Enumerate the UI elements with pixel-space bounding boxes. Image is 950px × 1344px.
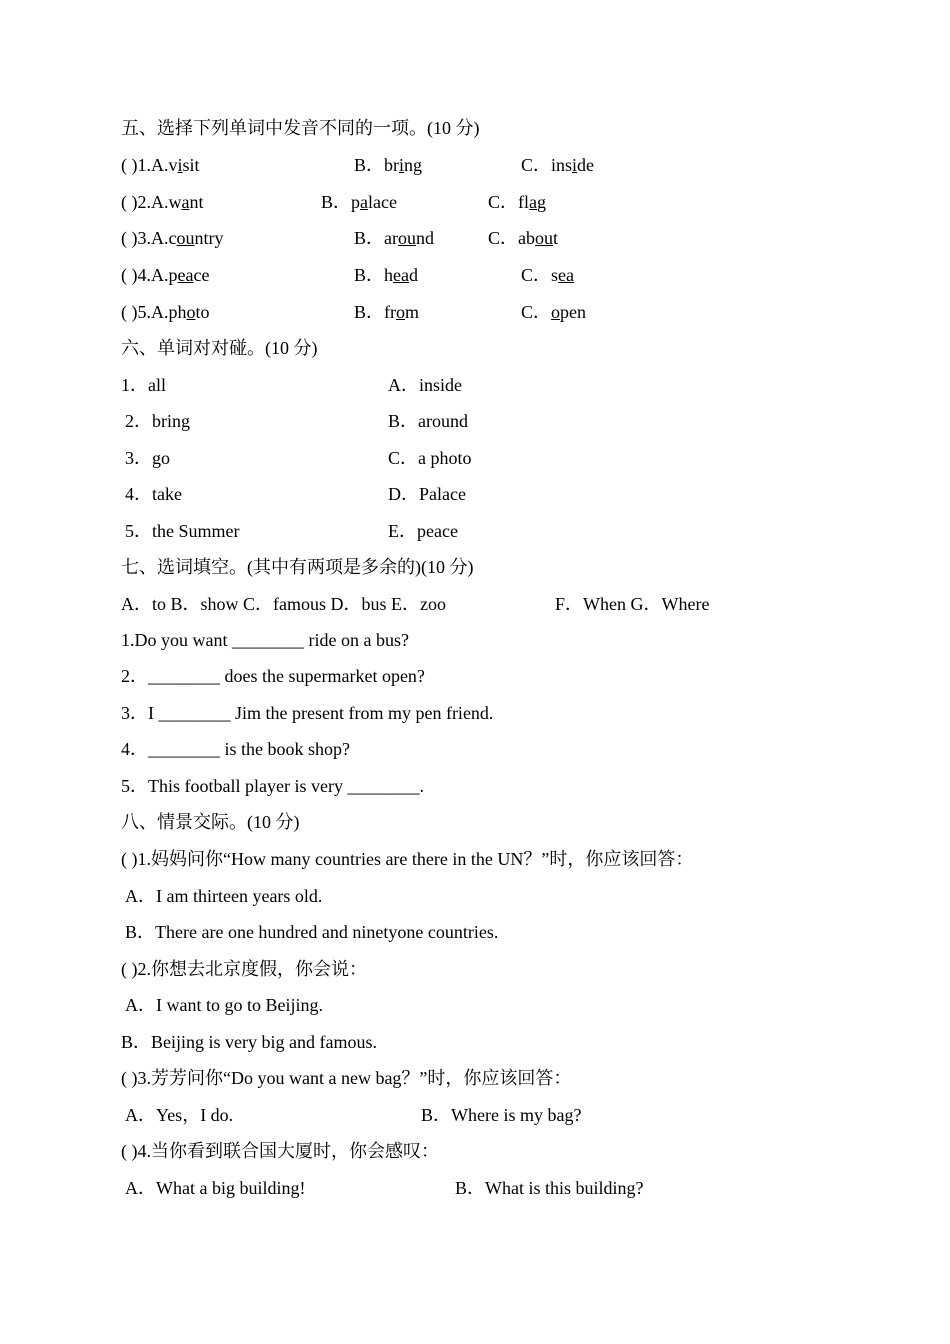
s6-right-2: B．around	[388, 411, 468, 431]
s5-item-1-a: ( )1.A.visit	[121, 155, 200, 175]
s7-item-5: 5．This football player is very ________.	[121, 776, 424, 796]
s8-question-1: ( )1.妈妈问你“How many countries are there in the UN？”时，你应该回答：	[121, 849, 694, 869]
s6-left-1: 1．all	[121, 375, 166, 395]
section-8-title: 八、情景交际。(10 分)	[121, 812, 300, 832]
s5-item-3-a: ( )3.A.country	[121, 228, 224, 248]
s7-options-right: F．When G．Where	[555, 594, 710, 614]
section-5-title: 五、选择下列单词中发音不同的一项。(10 分)	[121, 118, 480, 138]
s6-right-1: A．inside	[388, 375, 462, 395]
s8-q3-option-b: B．Where is my bag?	[421, 1105, 582, 1125]
s6-left-2: 2．bring	[125, 411, 190, 431]
s7-item-2: 2．________ does the supermarket open?	[121, 666, 425, 686]
s7-options-left: A．to B．show C．famous D．bus E．zoo	[121, 594, 446, 614]
s5-item-4-c: C．sea	[521, 265, 575, 285]
s8-q1-option-b: B．There are one hundred and ninetyone countries.	[125, 922, 499, 942]
s8-q1-option-a: A．I am thirteen years old.	[125, 886, 323, 906]
s7-item-4: 4．________ is the book shop?	[121, 739, 350, 759]
s6-right-3: C．a photo	[388, 448, 472, 468]
s8-q3-option-a: A．Yes，I do.	[125, 1105, 234, 1125]
s6-right-4: D．Palace	[388, 484, 466, 504]
s5-item-1-b: B．bring	[354, 155, 423, 175]
s5-item-5-a: ( )5.A.photo	[121, 302, 210, 322]
s5-item-1-c: C．inside	[521, 155, 595, 175]
s5-item-4-b: B．head	[354, 265, 418, 285]
s8-question-4: ( )4.当你看到联合国大厦时，你会感叹：	[121, 1141, 439, 1161]
s6-right-5: E．peace	[388, 521, 458, 541]
s8-q4-option-a: A．What a big building!	[125, 1178, 306, 1198]
s8-q2-option-b: B．Beijing is very big and famous.	[121, 1032, 377, 1052]
s5-item-2-c: C．flag	[488, 192, 547, 212]
s5-item-2-b: B．palace	[321, 192, 397, 212]
s5-item-5-c: C．open	[521, 302, 587, 322]
s5-item-2-a: ( )2.A.want	[121, 192, 204, 212]
s6-left-4: 4．take	[125, 484, 182, 504]
s7-item-1: 1.Do you want ________ ride on a bus?	[121, 630, 409, 650]
s7-item-3: 3．I ________ Jim the present from my pen friend.	[121, 703, 494, 723]
section-6-title: 六、单词对对碰。(10 分)	[121, 338, 318, 358]
s6-left-3: 3．go	[125, 448, 170, 468]
s5-item-3-c: C．about	[488, 228, 559, 248]
s5-item-4-a: ( )4.A.peace	[121, 265, 210, 285]
s6-left-5: 5．the Summer	[125, 521, 240, 541]
s8-q4-option-b: B．What is this building?	[455, 1178, 644, 1198]
s8-question-3: ( )3.芳芳问你“Do you want a new bag？”时，你应该回答：	[121, 1068, 572, 1088]
s5-item-5-b: B．from	[354, 302, 420, 322]
s8-question-2: ( )2.你想去北京度假，你会说：	[121, 959, 367, 979]
section-7-title: 七、选词填空。(其中有两项是多余的)(10 分)	[121, 557, 474, 577]
s5-item-3-b: B．around	[354, 228, 434, 248]
s8-q2-option-a: A．I want to go to Beijing.	[125, 995, 323, 1015]
